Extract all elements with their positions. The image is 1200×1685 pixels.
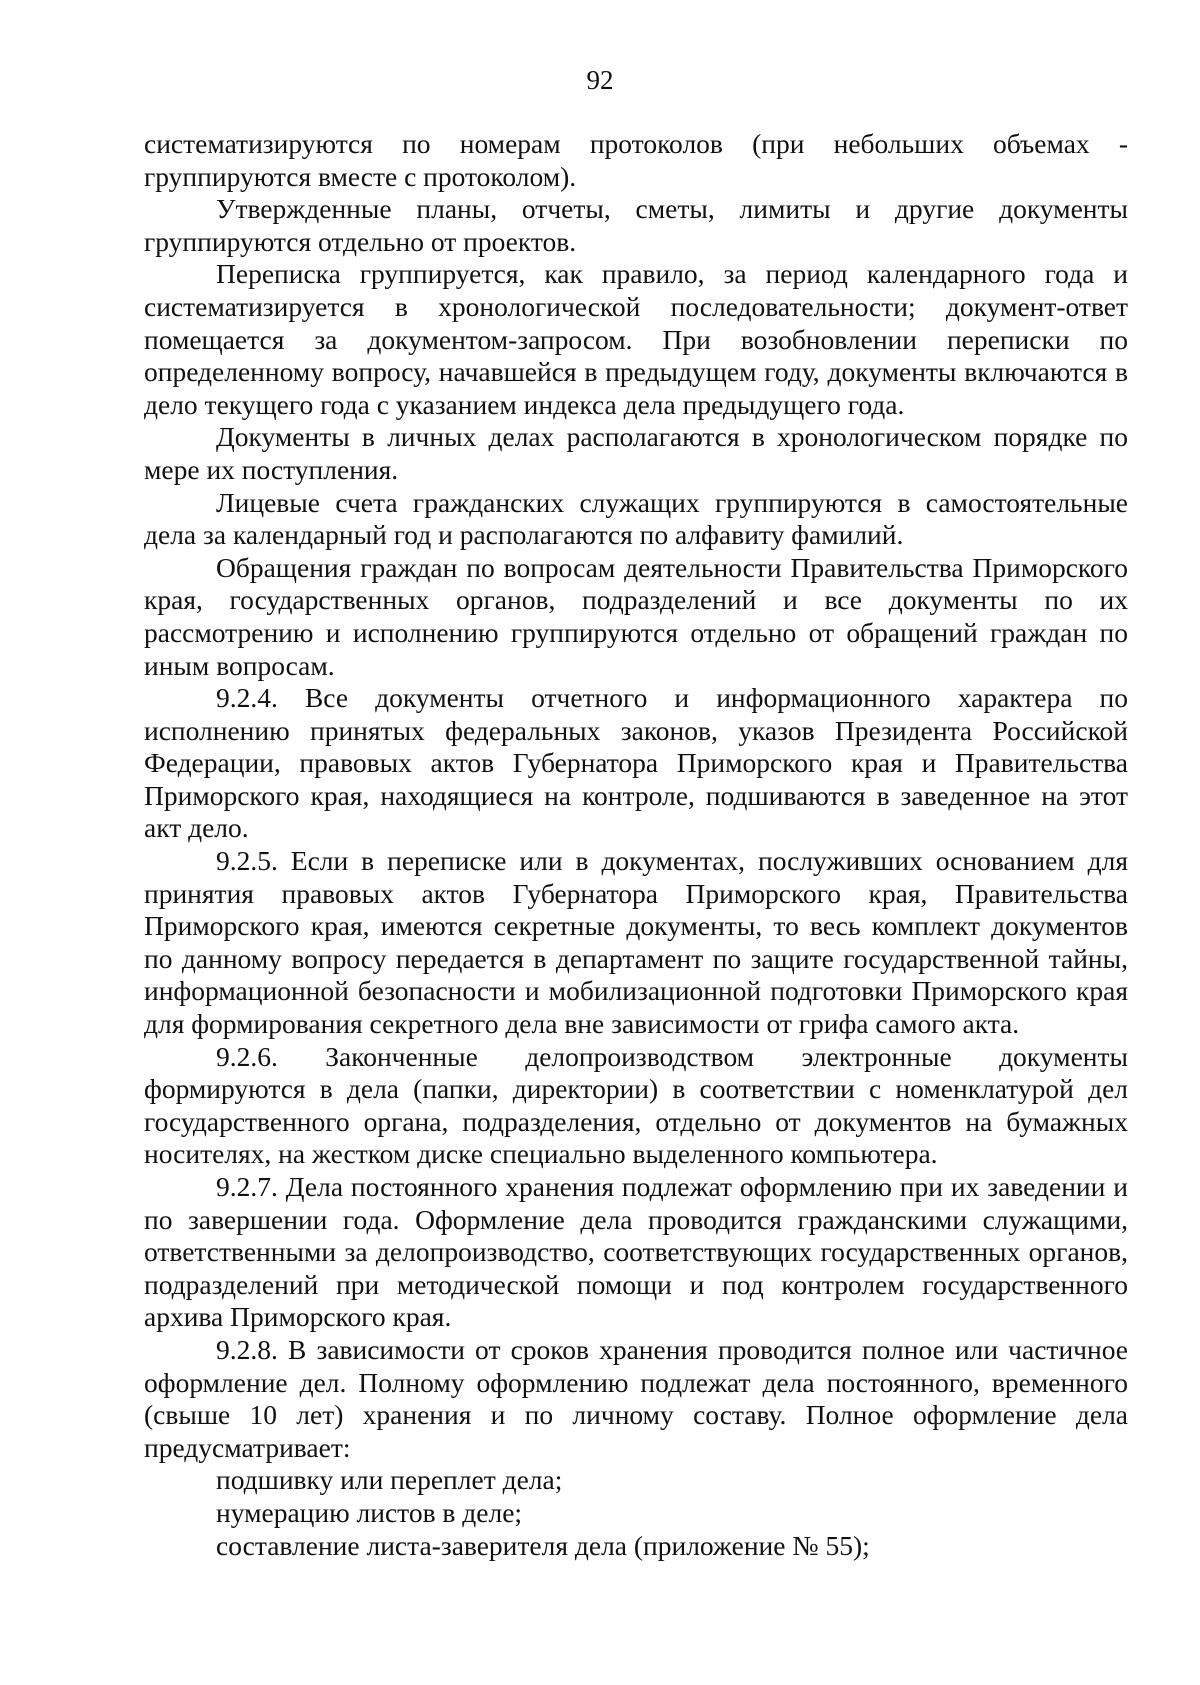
paragraph-citizen-appeals: Обращения граждан по вопросам деятельности Правительства Приморского края, государственных органов, подразделений и все документы по их рассмотрению и исполнению группируются отдельно от обращений граждан по иным вопросам. xyxy=(144,551,1128,681)
list-item: нумерацию листов в деле; xyxy=(216,1496,523,1528)
paragraph-9-2-8: 9.2.8. В зависимости от сроков хранения проводится полное или частичное оформление дел. Полному оформлению подлежат дела постоянного, временного (свыше 10 лет) хранения и по личному составу. Полное оформление дела предусматривает: xyxy=(144,1333,1128,1463)
paragraph-9-2-6: 9.2.6. Законченные делопроизводством электронные документы формируются в дела (папки, директории) в соответствии с номенклатурой дел государственного органа, подразделения, отдельно от документов на бумажных носителях, на жестком диске специально выделенного компьютера. xyxy=(144,1040,1128,1170)
document-body xyxy=(144,128,1128,1562)
page-number: 92 xyxy=(586,65,614,95)
paragraph-9-2-7: 9.2.7. Дела постоянного хранения подлежат оформлению при их заведении и по завершении года. Оформление дела проводится гражданскими служащими, ответственными за делопроизводство, соответствующих государственных органов, подразделений при методической помощи и под контролем государственного архива Приморского края. xyxy=(144,1171,1128,1333)
paragraph-personal-accounts: Лицевые счета гражданских служащих группируются в самостоятельные дела за календарный год и располагаются по алфавиту фамилий. xyxy=(144,486,1128,551)
paragraph-correspondence: Переписка группируется, как правило, за период календарного года и систематизируется в хронологической последовательности; документ-ответ помещается за документом-запросом. При возобновлении переписки по определенному вопросу, начавшейся в предыдущем году, документы включаются в дело текущего года с указанием индекса дела предыдущего года. xyxy=(144,258,1128,420)
paragraph-9-2-5: 9.2.5. Если в переписке или в документах, послуживших основанием для принятия правовых актов Губернатора Приморского края, Правительства Приморского края, имеются секретные документы, то весь комплект документов по данному вопросу передается в департамент по защите государственной тайны, информационной безопасности и мобилизационной подготовки Приморского края для формирования секретного дела вне зависимости от грифа самого акта. xyxy=(144,845,1128,1040)
list-item: составление листа-заверителя дела (приложение № 55); xyxy=(216,1529,870,1561)
list-item: подшивку или переплет дела; xyxy=(216,1464,563,1496)
paragraph-approved-plans: Утвержденные планы, отчеты, сметы, лимиты и другие документы группируются отдельно от проектов. xyxy=(144,193,1128,257)
paragraph-personal-files: Документы в личных делах располагаются в хронологическом порядке по мере их поступления. xyxy=(144,421,1128,485)
paragraph-protocols: систематизируются по номерам протоколов (при небольших объемах - группируются вместе с протоколом). xyxy=(144,128,1128,192)
paragraph-9-2-4: 9.2.4. Все документы отчетного и информационного характера по исполнению принятых федеральных законов, указов Президента Российской Федерации, правовых актов Губернатора Приморского края и Правительства Приморского края, находящиеся на контроле, подшиваются в заведенное на этот акт дело. xyxy=(144,682,1128,844)
